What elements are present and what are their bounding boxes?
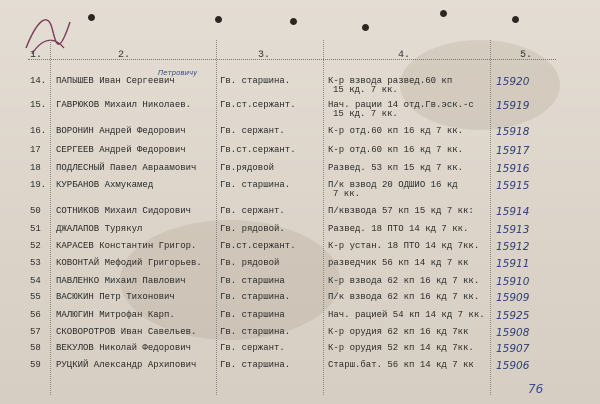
position-continued: 15 кд. 7 кк. (333, 109, 398, 119)
position: Развед. 53 кп 15 кд 7 кк. (328, 163, 464, 173)
record-code: 15911 (496, 258, 530, 270)
person-name: ДЖАЛАПОВ Турякул (56, 224, 143, 234)
position: К-р орудия 52 кп 14 кд 7кк. (328, 343, 474, 353)
column-header-3: 3. (258, 50, 271, 61)
row-number: 59 (30, 360, 41, 370)
punch-hole (88, 14, 95, 21)
row-number: 57 (30, 327, 41, 337)
person-name: МАЛЮГИН Митрофан Карп. (56, 310, 175, 320)
record-code: 15925 (496, 310, 530, 322)
record-code: 15910 (496, 276, 530, 288)
punch-hole (215, 16, 222, 23)
record-code: 15920 (496, 76, 530, 88)
rank: Гв. старшина. (220, 292, 291, 302)
record-code: 15918 (496, 126, 530, 138)
record-code: 15908 (496, 327, 530, 339)
record-code: 15914 (496, 206, 530, 218)
position: К-р взвода развед.60 кп (328, 76, 453, 86)
person-name: СКОВОРОТРОВ Иван Савельев. (56, 327, 197, 337)
row-number: 51 (30, 224, 41, 234)
punch-hole (440, 10, 447, 17)
rank: Гв. рядовой (220, 258, 280, 268)
table-row (0, 292, 600, 308)
position: К-р отд.60 кп 16 кд 7 кк. (328, 126, 464, 136)
rank: Гв. старшина. (220, 327, 291, 337)
row-number: 58 (30, 343, 41, 353)
table-row (0, 310, 600, 326)
row-number: 52 (30, 241, 41, 251)
person-name: ВОРОНИН Андрей Федорович (56, 126, 186, 136)
position: разведчик 56 кп 14 кд 7 кк (328, 258, 469, 268)
row-number: 16. (30, 126, 47, 136)
row-number: 54 (30, 276, 41, 286)
row-number: 14. (30, 76, 47, 86)
person-name: СЕРГЕЕВ Андрей Федорович (56, 145, 186, 155)
table-row (0, 145, 600, 161)
position: П/квзвода 57 кп 15 кд 7 кк: (328, 206, 474, 216)
column-header-5: 5. (520, 50, 533, 61)
punch-holes (0, 14, 600, 34)
row-number: 50 (30, 206, 41, 216)
rank: Гв. старшина (220, 310, 285, 320)
person-name: ПОДЛЕСНЫЙ Павел Авраамович (56, 163, 197, 173)
person-name: РУЦКИЙ Александр Архипович (56, 360, 197, 370)
table-row (0, 258, 600, 274)
handwritten-note: Петровичу (158, 69, 198, 77)
rank: Гв. рядовой. (220, 224, 285, 234)
position: К-р устан. 18 ПТО 14 кд 7кк. (328, 241, 480, 251)
position: К-р орудия 62 кп 16 кд 7кк (328, 327, 469, 337)
person-name: КУРБАНОВ Ахмукамед (56, 180, 154, 190)
row-number: 55 (30, 292, 41, 302)
column-header-1: 1. (30, 50, 43, 61)
header-divider (28, 59, 556, 60)
row-number: 53 (30, 258, 41, 268)
handwritten-note: 76 (528, 382, 544, 396)
record-code: 15919 (496, 100, 530, 112)
table-row (0, 100, 600, 119)
column-header-2: 2. (118, 50, 131, 61)
position-continued: 15 кд. 7 кк. (333, 85, 398, 95)
margin-scribble (18, 8, 78, 63)
rank: Гв. сержант. (220, 206, 285, 216)
position: К-р взвода 62 кп 16 кд 7 кк. (328, 276, 480, 286)
position: П/к взвод 20 ОДШИО 16 кд (328, 180, 458, 190)
rank: Гв. старшина. (220, 360, 291, 370)
table-row (0, 206, 600, 222)
rank: Гв. старшина (220, 276, 285, 286)
record-code: 15909 (496, 292, 530, 304)
person-name: КАРАСЕВ Константин Григор. (56, 241, 197, 251)
position-continued: 7 кк. (333, 189, 361, 199)
table-row (0, 360, 600, 376)
rank: Гв. сержант. (220, 126, 285, 136)
record-code: 15912 (496, 241, 530, 253)
position: Старш.бат. 56 кп 14 кд 7 кк (328, 360, 474, 370)
person-name: ВАСЮКИН Петр Тихонович (56, 292, 175, 302)
table-row (0, 327, 600, 343)
row-number: 56 (30, 310, 41, 320)
punch-hole (290, 18, 297, 25)
record-code: 15913 (496, 224, 530, 236)
rank: Гв.рядовой (220, 163, 275, 173)
table-row (0, 241, 600, 257)
rank: Гв.ст.сержант. (220, 241, 296, 251)
person-name: ПАПЫШЕВ Иван Сергеевич (56, 76, 175, 86)
table-row (0, 276, 600, 292)
person-name: ПАВЛЕНКО Михаил Павлович (56, 276, 186, 286)
record-code: 15917 (496, 145, 530, 157)
rank: Гв. старшина. (220, 76, 291, 86)
person-name: КОВОНТАЙ Мефодий Григорьев. (56, 258, 202, 268)
table-row (0, 180, 600, 199)
punch-hole (512, 16, 519, 23)
rank: Гв. сержант. (220, 343, 285, 353)
position: П/к взвода 62 кп 16 кд 7 кк. (328, 292, 480, 302)
record-code: 15907 (496, 343, 530, 355)
person-name: ВЕКУЛОВ Николай Федорович (56, 343, 192, 353)
rank: Гв.ст.сержант. (220, 100, 296, 110)
position: Нач. рацией 54 кп 14 кд 7 кк. (328, 310, 485, 320)
table-row (0, 163, 600, 179)
record-code: 15906 (496, 360, 530, 372)
table-row (0, 224, 600, 240)
column-header-4: 4. (398, 50, 411, 61)
row-number: 17 (30, 145, 41, 155)
position: К-р отд.60 кп 16 кд 7 кк. (328, 145, 464, 155)
row-number: 19. (30, 180, 47, 190)
position: Развед. 18 ПТО 14 кд 7 кк. (328, 224, 469, 234)
rank: Гв. старшина. (220, 180, 291, 190)
record-code: 15915 (496, 180, 530, 192)
record-code: 15916 (496, 163, 530, 175)
table-row (0, 343, 600, 359)
table-row (0, 126, 600, 142)
table-row (0, 69, 600, 95)
punch-hole (362, 24, 369, 31)
position: Нач. рации 14 отд.Гв.эск.-с (328, 100, 474, 110)
rank: Гв.ст.сержант. (220, 145, 296, 155)
person-name: ГАВРЮКОВ Михаил Николаев. (56, 100, 192, 110)
row-number: 18 (30, 163, 41, 173)
row-number: 15. (30, 100, 47, 110)
person-name: СОТНИКОВ Михаил Сидорович (56, 206, 192, 216)
